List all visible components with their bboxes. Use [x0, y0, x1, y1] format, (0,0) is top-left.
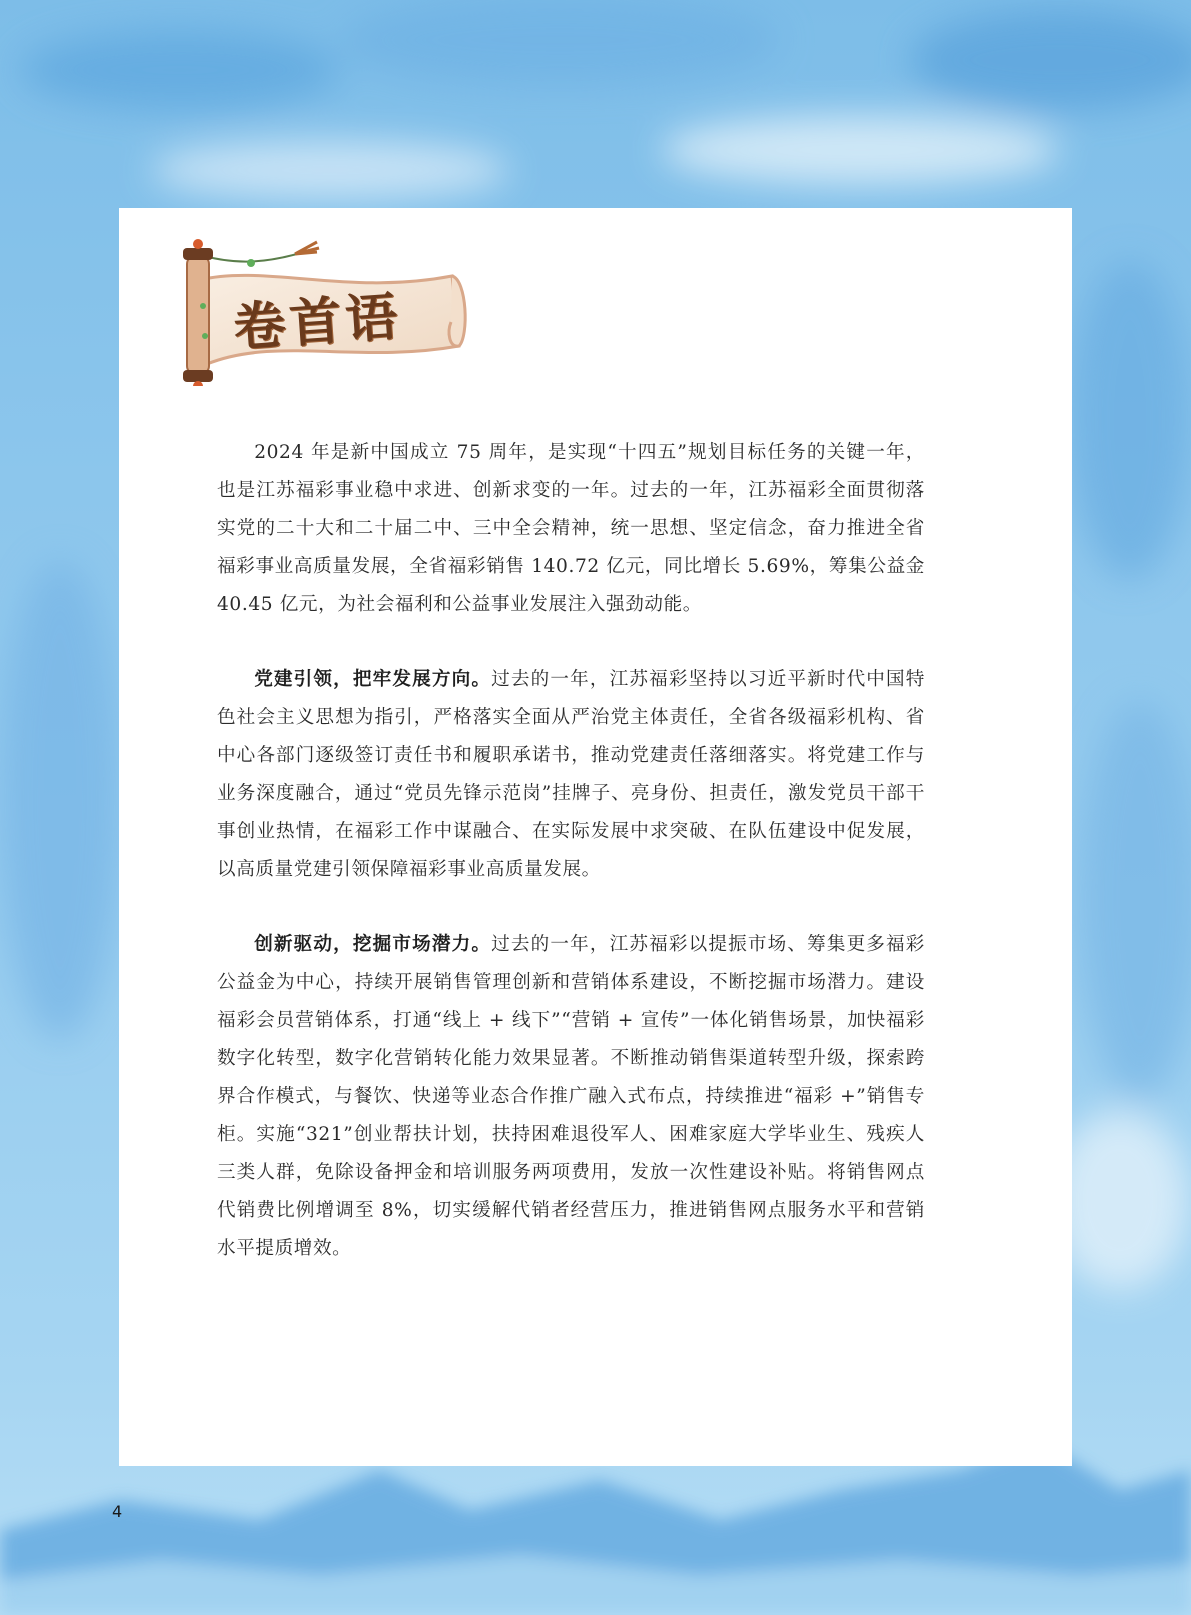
- paragraph-innovation: [217, 926, 925, 1268]
- article-body: [217, 434, 925, 1305]
- paragraph-text: 过去的一年，江苏福彩坚持以习近平新时代中国特色社会主义思想为指引，严格落实全面从严治党主体责任，全省各级福彩机构、省中心各部门逐级签订责任书和履职承诺书，推动党建责任落细落实。将党建工作与业务深度融合，通过“党员先锋示范岗”挂牌子、亮身份、担责任，激发党员干部干事创业热情，在福彩工作中谋融合、在实际发展中求突破、在队伍建设中促发展，以高质量党建引领保障福彩事业高质量发展。: [217, 669, 925, 880]
- paragraph-intro: [217, 434, 925, 624]
- content-card: [119, 208, 1072, 1466]
- paragraph-party-building: [217, 661, 925, 889]
- paragraph-text: 过去的一年，江苏福彩以提振市场、筹集更多福彩公益金为中心，持续开展销售管理创新和营销体系建设，不断挖掘市场潜力。建设福彩会员营销体系，打通“线上 + 线下”“营销 + 宣传”一体化销售场景，加快福彩数字化转型，数字化营销转化能力效果显著。不断推动销售渠道转型升级，探索跨界合作模式，与餐饮、快递等业态合作推广融入式布点，持续推进“福彩 +”销售专柜。实施“321”创业帮扶计划，扶持困难退役军人、困难家庭大学毕业生、残疾人三类人群，免除设备押金和培训服务两项费用，发放一次性建设补贴。将销售网点代销费比例增调至 8%，切实缓解代销者经营压力，推进销售网点服务水平和营销水平提质增效。: [217, 934, 925, 1259]
- paragraph-lead: 创新驱动，挖掘市场潜力。: [254, 934, 492, 955]
- paragraph-lead: 党建引领，把牢发展方向。: [254, 669, 492, 690]
- paragraph-text: 2024 年是新中国成立 75 周年，是实现“十四五”规划目标任务的关键一年，也是江苏福彩事业稳中求进、创新求变的一年。过去的一年，江苏福彩全面贯彻落实党的二十大和二十届二中、三中全会精神，统一思想、坚定信念，奋力推进全省福彩事业高质量发展，全省福彩销售 140.72 亿元，同比增长 5.69%，筹集公益金 40.45 亿元，为社会福利和公益事业发展注入强劲动能。: [217, 442, 925, 615]
- page-title: 卷首语: [231, 286, 404, 359]
- page-number: 4: [112, 1502, 123, 1521]
